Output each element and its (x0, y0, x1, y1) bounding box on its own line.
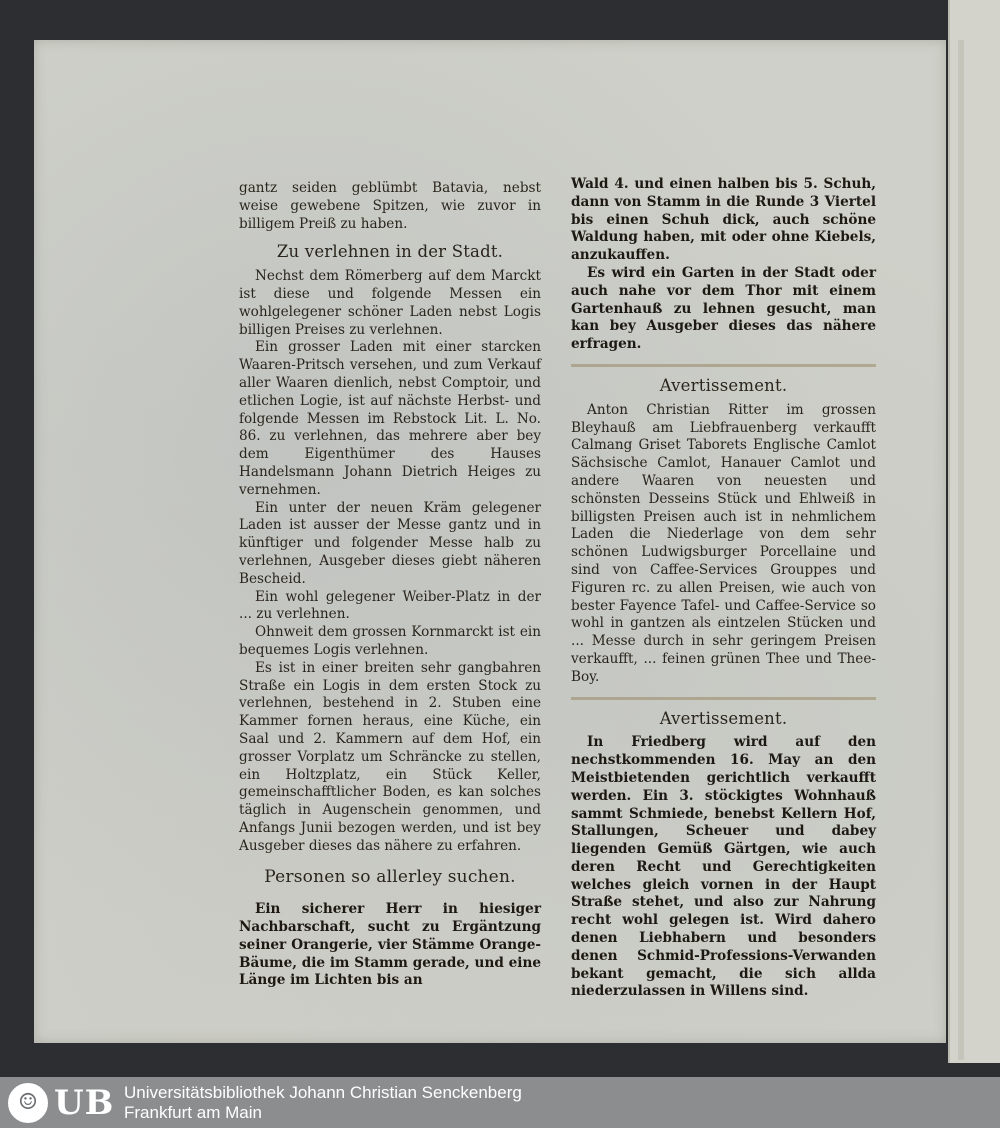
paragraph: Wald 4. und einen halben bis 5. Schuh, dann von Stamm in die Runde 3 Viertel bis einen Schuh dick, auch schöne Waldung haben, mit oder ohne Kiebels, anzukauffen. (571, 176, 876, 264)
page-fold-shadow (958, 40, 964, 1060)
ub-logo[interactable] (6, 1082, 116, 1123)
heading-lease: Zu verlehnen in der Stadt. (276, 242, 504, 262)
scanned-page (34, 40, 946, 1043)
institution-line-1: Universitätsbibliothek Johann Christian Senckenberg (124, 1083, 522, 1102)
portrait-seal-icon: ☺ (6, 1081, 50, 1125)
intro-text: gantz seiden geblümbt Batavia, nebst weise gewebene Spitzen, wie zuvor in billigem Preiß zu haben. (239, 180, 541, 232)
paragraph: Ein wohl gelegener Weiber-Platz in der ... zu verlehnen. (239, 588, 541, 623)
heading-persons: Personen so allerley suchen. (264, 867, 516, 888)
paragraph: Ohnweit dem grossen Kornmarckt ist ein bequemes Logis verlehnen. (239, 624, 541, 658)
heading-avertissement: Avertissement. (659, 708, 788, 728)
right-column (571, 176, 876, 1001)
paragraph: In Friedberg wird auf den nechstkommenden 16. May an den Meistbietenden gerichtlich verkaufft werden. Ein 3. stöckigtes Wohnhauß sammt Schmiede, benebst Kellern Hof, Stallungen, Scheuer und dabey liegenden Gemüß Gärtgen, wie auch deren Recht und Gerechtigkeiten welches gleich vornen in der Haupt Straße stehet, und also zur Nahrung recht wohl gelegen ist. Wird dahero denen Liebhabern und besonders denen Schmid-Professions-Verwanden bekant gemacht, die sich allda niederzulassen in Willens sind. (571, 734, 876, 1000)
institution-line-2: Frankfurt am Main (124, 1103, 262, 1122)
paragraph: Nechst dem Römerberg auf dem Marckt ist diese und folgende Messen ein wohlgelegener schöner Laden nebst Logis billigen Preises zu verlehnen. (239, 268, 541, 338)
left-column (239, 180, 541, 990)
ub-logo-text: UB (54, 1082, 115, 1123)
paragraph: Anton Christian Ritter im grossen Bleyhauß am Liebfrauenberg verkaufft Calmang Griset Taborets Englische Camlot Sächsische Camlot, Hanauer Camlot und andere Waaren von neuesten und schönsten Desseins Stück und Ehlweiß in billigsten Preisen auch ist in nehmlichem Laden die Niederlage von dem sehr schönen Ludwigsburger Porcellaine und sind von Caffee-Services Grouppes und Figuren rc. zu allen Preisen, wie auch von bester Fayence Tafel- und Caffee-Service so wohl in gantzen als eintzelen Stücken und ... Messe durch in sehr geringem Preisen verkaufft, ... feinen grünen Thee und Thee-Boy. (571, 401, 876, 685)
paragraph: Es ist in einer breiten sehr gangbahren Straße ein Logis in dem ersten Stock zu verlehnen, bestehend in 2. Stuben eine Kammer fornen heraus, eine Küche, ein Saal und 2. Kammern auf dem Hof, ein grosser Vorplatz um Schräncke zu stellen, ein Holtzplatz, ein Stück Keller, gemeinschafftlicher Boden, es kan solches täglich in Augenschein genommen, und Anfangs Junii bezogen werden, und ist bey Ausgeber dieses das nähere zu erfahren. (239, 659, 541, 854)
divider (571, 364, 876, 367)
paragraph: Ein unter der neuen Kräm gelegener Laden ist ausser der Messe gantz und in künftiger und folgender Messe halb zu verlehnen, Ausgeber dieses giebt näheren Bescheid. (239, 499, 541, 587)
paragraph: Ein sicherer Herr in hiesiger Nachbarschaft, sucht zu Ergäntzung seiner Orangerie, vier Stämme Orange-Bäume, die im Stamm gerade, und eine Länge im Lichten bis an (239, 901, 541, 989)
library-footer (0, 1077, 1000, 1128)
paragraph: Es wird ein Garten in der Stadt oder auch nahe vor dem Thor mit einem Gartenhauß zu lehnen gesucht, man kan bey Ausgeber dieses das nähere erfragen. (571, 264, 876, 353)
adjacent-page-edge (948, 0, 1000, 1063)
divider (571, 697, 876, 700)
institution-name (124, 1083, 522, 1123)
heading-avertissement: Avertissement. (659, 375, 788, 395)
paragraph: Ein grosser Laden mit einer starcken Waaren-Pritsch versehen, und zum Verkauf aller Waaren dienlich, nebst Comptoir, und etlichen Logie, ist auf nächste Herbst- und folgende Messen im Rebstock Lit. L. No. 86. zu verlehnen, das mehrere aber bey dem Eigenthümer des Hauses Handelsmann Johann Dietrich Heiges zu vernehmen. (239, 339, 541, 498)
